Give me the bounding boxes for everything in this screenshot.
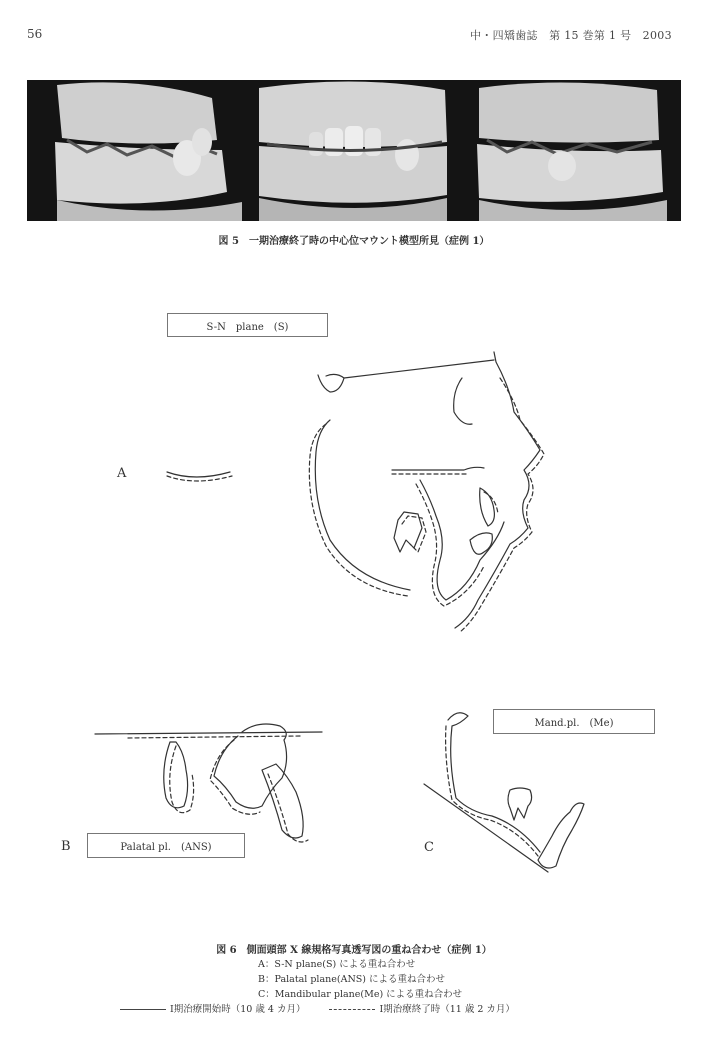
panel-b-label: Palatal pl. (ANS) (120, 842, 212, 853)
panel-c-letter: C (424, 840, 434, 855)
panel-b-label-box (87, 833, 245, 858)
figure-5-caption: 図 5 一期治療終了時の中心位マウント模型所見（症例 1） (218, 236, 490, 247)
journal-header: 中・四矯歯誌 第 15 巻第 1 号 2003 (470, 29, 672, 42)
panel-b-palatal-tracing (95, 724, 322, 842)
figure-6-caption: 図 6 側面頭部 X 線規格写真透写図の重ね合わせ（症例 1） (216, 945, 492, 956)
legend-dashed-label: Ⅰ期治療終了時（11 歳 2 カ月） (379, 1004, 515, 1015)
panel-a-sella-tracing (167, 472, 232, 481)
caption-line-b: B：Palatal plane(ANS) による重ね合わせ (258, 974, 445, 985)
panel-a-label: S-N plane (S) (206, 321, 289, 333)
legend-dashed-line (329, 1009, 375, 1010)
caption-line-c: C：Mandibular plane(Me) による重ね合わせ (258, 989, 463, 1000)
panel-a-letter: A (117, 466, 127, 481)
panel-c-mandible-tracing (424, 713, 584, 872)
panel-a-profile-tracing (309, 352, 544, 632)
legend (120, 1001, 600, 1015)
panel-b-letter: B (61, 839, 71, 854)
caption-line-a: A：S-N plane(S) による重ね合わせ (258, 959, 416, 970)
legend-solid-line (120, 1009, 166, 1010)
page-number: 56 (27, 27, 43, 41)
panel-c-label: Mand.pl. (Me) (534, 718, 614, 729)
panel-c-label-box (493, 709, 655, 734)
legend-solid-label: Ⅰ期治療開始時（10 歳 4 カ月） (170, 1004, 306, 1015)
